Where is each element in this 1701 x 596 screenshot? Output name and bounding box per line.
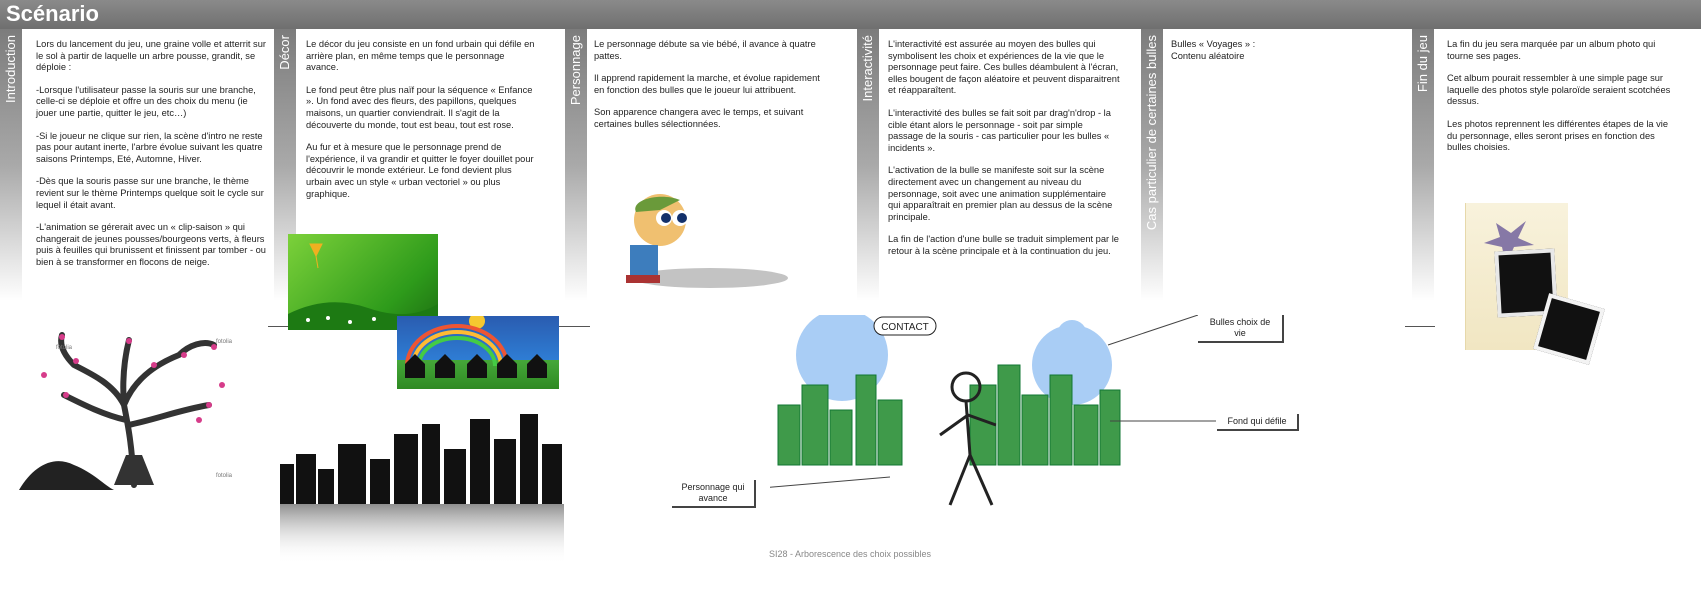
section-label-introduction: Introduction	[3, 35, 18, 103]
paragraph: La fin de l'action d'une bulle se traduit simplement par le retour à la scène principale et à la continuation du jeu.	[888, 234, 1119, 256]
paragraph: L'interactivité est assurée au moyen des bulles qui symbolisent les choix et expériences de la vie que le personnage peut faire. Ces bulles déambulent à l'écran, elles bougent de façon aléatoire et peuvent disparaitrent et réapparaîtent.	[888, 39, 1120, 96]
section-text-personnage	[594, 39, 826, 142]
section-label-cas-particulier: Cas particulier de certaines bulles	[1144, 35, 1159, 231]
section-divider	[1405, 326, 1435, 327]
character-illustration	[600, 190, 800, 300]
callout-background: Fond qui défile	[1217, 414, 1299, 431]
paragraph: -L'animation se gérerait avec un « clip-saison » qui changerait de jeunes pousses/bourgeons verts, à fleurs puis à feuilles qui brunissent et finissent par tomber - ou bien à se transformer en flocons de neige.	[36, 222, 266, 267]
paragraph: Son apparence changera avec le temps, et suivant certaines bulles sélectionnées.	[594, 107, 804, 129]
paragraph: -Dès que la souris passe sur une branche, le thème revient sur le thème Printemps quelque soit le cycle sur lequel il était avant.	[36, 176, 264, 210]
strip-introduction	[0, 29, 22, 301]
paragraph: Le fond peut être plus naïf pour la séquence « Enfance ». Un fond avec des fleurs, des papillons, quelques maisons, un quartier conviendrait. Il s'agit de la découverte du monde, tout est beau, tout est rose.	[306, 84, 533, 130]
callout-character: Personnage qui avance	[672, 480, 756, 508]
paragraph: -Si le joueur ne clique sur rien, la scène d'intro ne reste pas pour autant inerte, l'arbre évolue suivant les quatre saisons Printemps, Eté, Automne, Hiver.	[36, 130, 263, 164]
paragraph: L'activation de la bulle se manifeste soit sur la scène directement avec un changement au niveau du personnage, soit avec une animation supplémentaire qui apparaîtrait en premier plan au dessus de la scène principale.	[888, 165, 1113, 222]
strip-personnage	[565, 29, 587, 301]
paragraph: Il apprend rapidement la marche, et évolue rapidement en fonction des bulles que le joueur lui attribuent.	[594, 73, 820, 95]
section-label-fin-du-jeu: Fin du jeu	[1415, 35, 1430, 93]
paragraph: Au fur et à mesure que le personnage prend de l'expérience, il va grandir et quitter le foyer douillet pour découvrir le monde extérieur. Le fond devient plus urbain avec un style « urban vectoriel » ou plus graphique.	[306, 142, 534, 199]
city-skyline-image	[280, 414, 564, 564]
section-label-decor: Décor	[277, 35, 292, 70]
section-divider	[558, 326, 590, 327]
strip-fin-du-jeu	[1412, 29, 1434, 301]
contact-sign-label: CONTACT	[881, 322, 929, 333]
callout-bubbles: Bulles choix de vie	[1198, 315, 1284, 343]
section-text-fin-du-jeu	[1447, 39, 1677, 165]
paragraph: Le décor du jeu consiste en un fond urbain qui défile en arrière plan, en même temps que le personnage avance.	[306, 39, 535, 73]
paragraph: Bulles « Voyages » : Contenu aléatoire	[1171, 39, 1256, 61]
watermark: fotolia	[216, 339, 233, 345]
paragraph: Le personnage débute sa vie bébé, il avance à quatre pattes.	[594, 39, 816, 61]
paragraph: Lors du lancement du jeu, une graine volle et atterrit sur le sol à partir de laquelle un arbre pousse, grandit, se déploie :	[36, 39, 266, 73]
watermark: fotolia	[216, 473, 233, 479]
title-bar	[0, 0, 1701, 29]
section-text-decor	[306, 39, 538, 211]
rainbow-icon	[397, 316, 559, 389]
page-title: Scénario	[6, 1, 99, 26]
page-caption: SI28 - Arborescence des choix possibles	[768, 549, 932, 559]
bubble-icon	[1057, 320, 1087, 350]
section-divider	[268, 326, 288, 327]
paragraph: L'interactivité des bulles se fait soit par drag'n'drop - la cible étant alors le personnage - soit par simple passage de la souris - cas particulier pour les bulles « incidents ».	[888, 107, 1111, 153]
interactivity-scene	[770, 315, 1240, 525]
paragraph: Les photos reprennent les différentes étapes de la vie du personnage, elles seront prises en fonction des bulles choisies.	[1447, 118, 1669, 153]
section-text-introduction	[36, 39, 266, 280]
strip-cas-particulier	[1141, 29, 1163, 301]
watermark: fotolia	[56, 345, 73, 351]
section-text-cas-particulier	[1171, 39, 1281, 73]
rainbow-houses-image	[397, 316, 559, 389]
strip-interactivite	[857, 29, 879, 301]
section-label-interactivite: Interactivité	[860, 35, 875, 102]
section-label-personnage: Personnage	[568, 35, 583, 106]
paragraph: La fin du jeu sera marquée par un album photo qui tourne ses pages.	[1447, 39, 1656, 61]
section-text-interactivite	[888, 39, 1120, 269]
paragraph: -Lorsque l'utilisateur passe la souris sur une branche, celle-ci se déploie et offre un des choix du menu (ie jouer une partie, quitter le jeu, etc…)	[36, 84, 256, 118]
tree-illustration	[14, 325, 254, 490]
paragraph: Cet album pourait ressembler à une simple page sur laquelle des photos style polaroïde seraient scotchées dessus.	[1447, 73, 1671, 107]
